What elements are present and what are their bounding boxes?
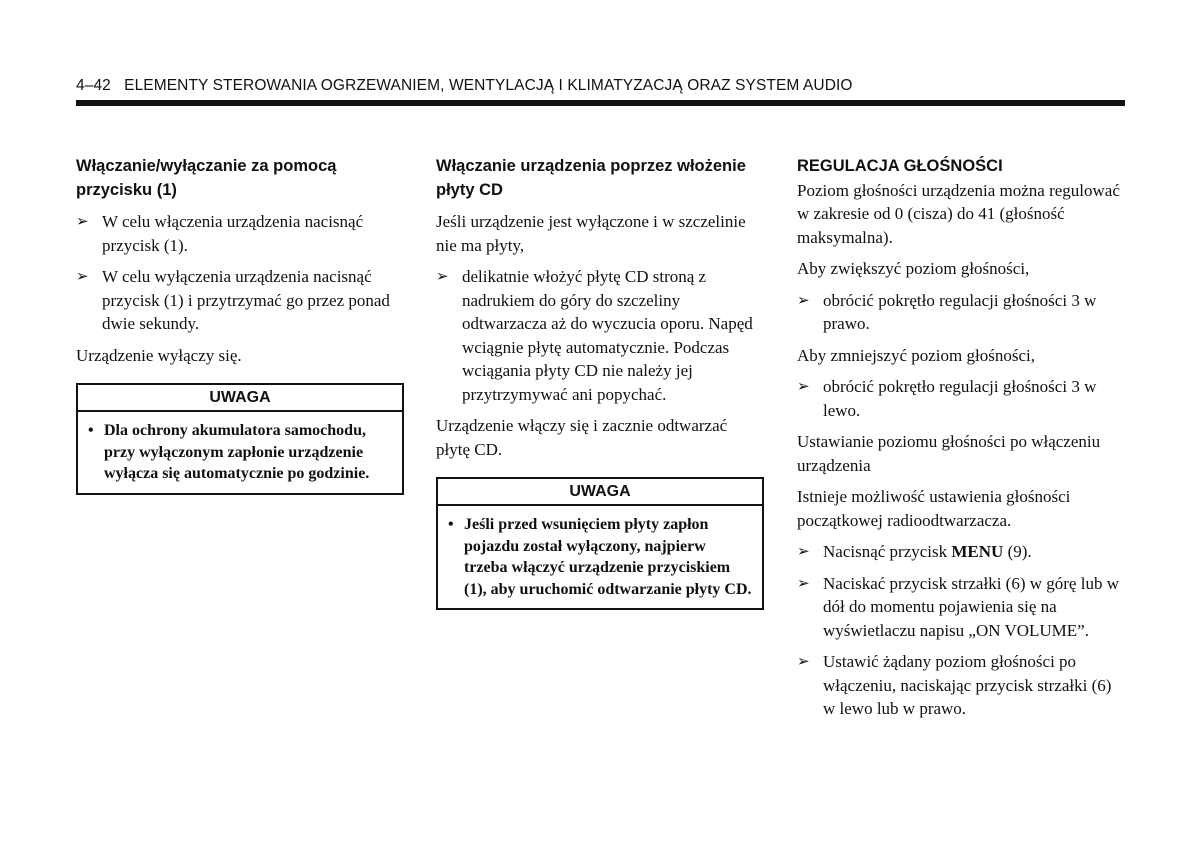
arrow-right-icon: ➢	[76, 212, 89, 230]
menu-button-name: MENU	[951, 542, 1004, 561]
list-item-text: obrócić pokrętło regulacji głośności 3 w lewo.	[823, 377, 1097, 420]
page-header	[76, 77, 1126, 95]
column-volume	[797, 155, 1127, 721]
arrow-right-icon: ➢	[797, 652, 810, 670]
paragraph: Urządzenie włączy się i zacznie odtwarzać płytę CD.	[436, 416, 728, 459]
list-item	[797, 572, 1127, 643]
list-item-text: Naciskać przycisk strzałki (6) w górę lub w dół do momentu pojawienia się na wyświetlaczu napisu „ON VOLUME”.	[823, 573, 1119, 640]
arrow-right-icon: ➢	[797, 573, 810, 592]
column-cd-insert	[436, 155, 764, 610]
list-item	[797, 540, 1127, 564]
warning-box	[436, 477, 764, 610]
paragraph: Urządzenie wyłączy się.	[76, 345, 242, 365]
arrow-right-icon: ➢	[797, 542, 810, 560]
warning-title: UWAGA	[438, 479, 762, 506]
header-rule	[76, 100, 1125, 106]
list-item-text: Ustawić żądany poziom głośności po włączeniu, naciskając przycisk strzałki (6) w lewo lub w prawo.	[823, 652, 1112, 718]
bullet-dot-icon: •	[88, 422, 94, 439]
section-heading: Włączanie/wyłączanie za pomocą przycisku (1)	[76, 157, 337, 199]
column-power-button	[76, 155, 404, 495]
arrow-right-icon: ➢	[797, 377, 810, 395]
section-heading: REGULACJA GŁOŚNOŚCI	[797, 157, 1003, 175]
list-item	[76, 210, 404, 257]
paragraph: Poziom głośności urządzenia można regulować w zakresie od 0 (cisza) do 41 (głośność maksymalna).	[797, 180, 1120, 247]
arrow-right-icon: ➢	[797, 290, 810, 309]
arrow-right-icon: ➢	[76, 267, 89, 285]
list-item-text	[823, 540, 1127, 564]
warning-text: Jeśli przed wsunięciem płyty zapłon pojazdu został wyłączony, najpierw trzeba włączyć urządzenie przyciskiem (1), aby uruchomić odtwarzanie płyty CD.	[464, 516, 752, 598]
warning-box	[76, 383, 404, 495]
list-item	[76, 265, 404, 336]
list-item	[797, 375, 1127, 422]
paragraph: Istnieje możliwość ustawienia głośności początkowej radioodtwarzacza.	[797, 487, 1071, 530]
list-item	[436, 265, 764, 406]
bullet-dot-icon: •	[448, 516, 454, 533]
warning-text: Dla ochrony akumulatora samochodu, przy wyłączonym zapłonie urządzenie wyłącza się automatycznie po godzinie.	[104, 422, 370, 482]
paragraph: Aby zmniejszyć poziom głośności,	[797, 345, 1035, 365]
list-item-text: obrócić pokrętło regulacji głośności 3 w prawo.	[823, 290, 1097, 333]
chapter-title: ELEMENTY STEROWANIA OGRZEWANIEM, WENTYLACJĄ I KLIMATYZACJĄ ORAZ SYSTEM AUDIO	[124, 77, 853, 94]
arrow-right-icon: ➢	[436, 267, 449, 285]
list-item	[797, 289, 1127, 336]
section-heading: Włączanie urządzenia poprzez włożenie płyty CD	[436, 157, 746, 199]
subheading: Ustawianie poziomu głośności po włączeniu urządzenia	[797, 432, 1101, 475]
list-item-text: W celu wyłączenia urządzenia nacisnąć przycisk (1) i przytrzymać go przez ponad dwie sekundy.	[102, 267, 390, 333]
warning-title: UWAGA	[78, 385, 402, 412]
page-number: 4–42	[76, 77, 111, 94]
list-item	[797, 650, 1127, 721]
paragraph: Jeśli urządzenie jest wyłączone i w szczelinie nie ma płyty,	[436, 212, 746, 255]
list-item-text: W celu włączenia urządzenia nacisnąć przycisk (1).	[102, 212, 364, 255]
paragraph: Aby zwiększyć poziom głośności,	[797, 259, 1030, 278]
step-text: Nacisnąć przycisk	[823, 542, 952, 561]
list-item-text: delikatnie włożyć płytę CD stroną z nadrukiem do góry do szczeliny odtwarzacza aż do wyczucia oporu. Napęd wciągnie płytę automatycznie. Podczas wciągania płyty CD nie należy jej przytrzymywać ani popychać.	[462, 267, 753, 404]
step-text: (9).	[1003, 542, 1032, 561]
